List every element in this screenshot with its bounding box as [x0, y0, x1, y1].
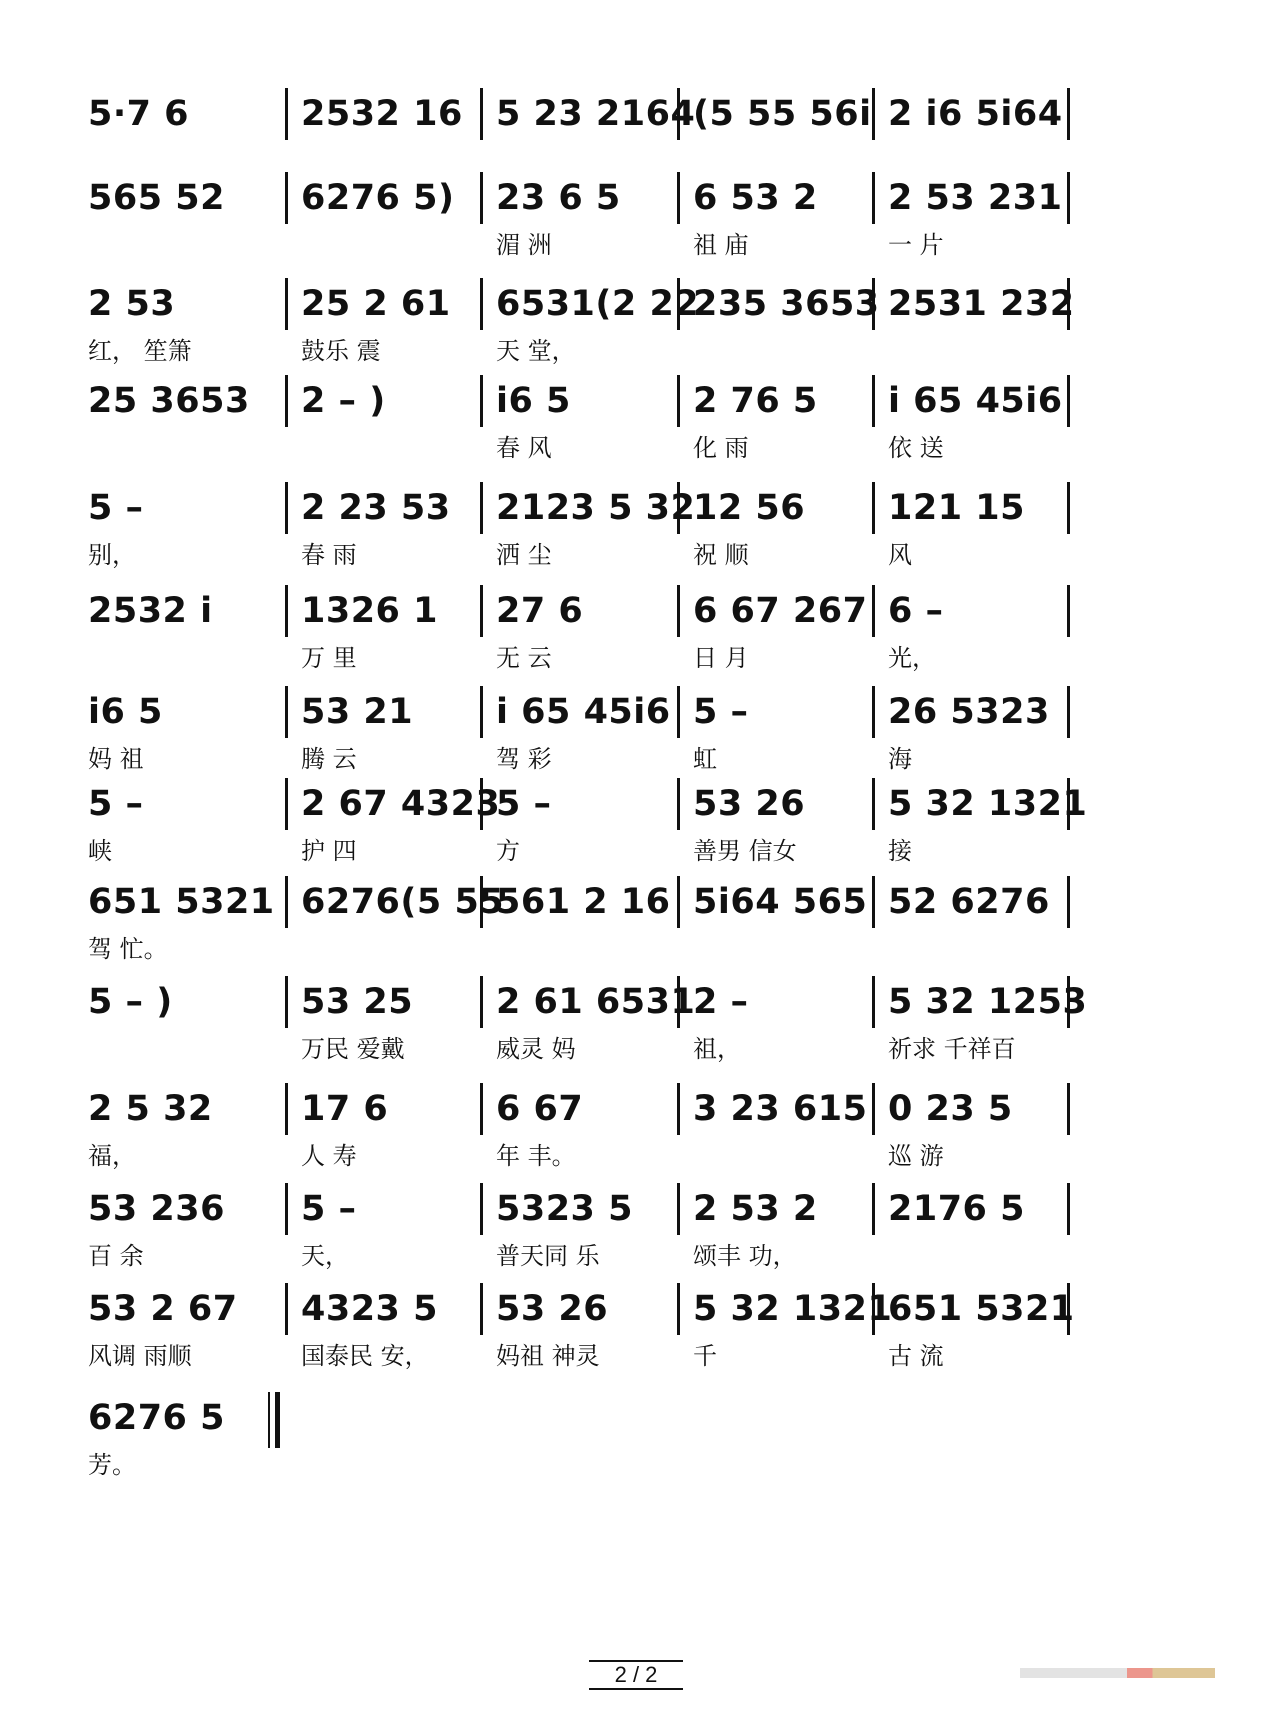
score-system: [0, 172, 1272, 268]
barline: [285, 1183, 291, 1235]
measure-lyrics: 颂丰 功，: [693, 1242, 797, 1270]
measure-lyrics: 峡: [88, 837, 112, 865]
measure-notes: 5 32 1321: [888, 784, 1088, 824]
barline: [480, 482, 486, 534]
barline: [677, 1083, 683, 1135]
measure-lyrics: 芳。: [88, 1451, 136, 1479]
measure-notes: 53 21: [301, 692, 414, 732]
measure-lyrics: 护 四: [301, 837, 357, 865]
measure-lyrics: 福，: [88, 1142, 136, 1170]
barline: [480, 1183, 486, 1235]
measure-lyrics: 虹: [693, 745, 717, 773]
barline: [285, 88, 291, 140]
barline: [480, 375, 486, 427]
measure-notes: 2 53 2: [693, 1189, 818, 1229]
measure-notes: 2 53 231: [888, 178, 1063, 218]
measure-notes: 53 26: [693, 784, 806, 824]
barline: [872, 1083, 878, 1135]
measure-notes: 2 53: [88, 284, 176, 324]
measure-notes: 651 5321: [88, 882, 275, 922]
barline: [1067, 172, 1073, 224]
measure-notes: 5 –: [301, 1189, 357, 1229]
barline: [285, 876, 291, 928]
measure-notes: 5·7 6: [88, 94, 190, 134]
barline: [677, 172, 683, 224]
barline: [480, 88, 486, 140]
barline: [480, 1283, 486, 1335]
measure-notes: 2 76 5: [693, 381, 818, 421]
measure-lyrics: 巡 游: [888, 1142, 944, 1170]
barline: [1067, 1083, 1073, 1135]
measure-notes: i6 5: [88, 692, 163, 732]
measure-notes: 5323 5: [496, 1189, 633, 1229]
measure-notes: 2 61 6531: [496, 982, 696, 1022]
barline: [480, 686, 486, 738]
measure-lyrics: 无 云: [496, 644, 552, 672]
barline: [285, 375, 291, 427]
barline: [872, 1283, 878, 1335]
barline: [872, 172, 878, 224]
barline: [285, 1083, 291, 1135]
measure-lyrics: 一 片: [888, 231, 944, 259]
measure-notes: i6 5: [496, 381, 571, 421]
measure-lyrics: 千: [693, 1342, 717, 1370]
measure-notes: 4323 5: [301, 1289, 438, 1329]
measure-lyrics: 人 寿: [301, 1142, 357, 1170]
measure-notes: 5 –: [496, 784, 552, 824]
measure-notes: 1326 1: [301, 591, 438, 631]
measure-lyrics: 依 送: [888, 434, 944, 462]
barline: [872, 585, 878, 637]
barline: [1067, 686, 1073, 738]
measure-lyrics: 接: [888, 837, 912, 865]
measure-notes: 17 6: [301, 1089, 389, 1129]
barline: [285, 976, 291, 1028]
measure-lyrics: 万民 爱戴: [301, 1035, 405, 1063]
barline: [1067, 876, 1073, 928]
measure-notes: 6 53 2: [693, 178, 818, 218]
measure-lyrics: 祝 顺: [693, 541, 749, 569]
score-system: [0, 278, 1272, 374]
measure-notes: 2 5 32: [88, 1089, 213, 1129]
barline: [285, 1283, 291, 1335]
measure-notes: 53 26: [496, 1289, 609, 1329]
barline: [480, 778, 486, 830]
measure-notes: 651 5321: [888, 1289, 1075, 1329]
measure-notes: 2 23 53: [301, 488, 451, 528]
measure-notes: 25 2 61: [301, 284, 451, 324]
barline: [480, 585, 486, 637]
barline: [1067, 482, 1073, 534]
score-system: [0, 88, 1272, 184]
measure-notes: 26 5323: [888, 692, 1050, 732]
measure-notes: i 65 45i6: [888, 381, 1063, 421]
measure-lyrics: 风: [888, 541, 912, 569]
measure-notes: 53 25: [301, 982, 414, 1022]
measure-notes: 121 15: [888, 488, 1025, 528]
barline: [1067, 1283, 1073, 1335]
measure-lyrics: 年 丰。: [496, 1142, 576, 1170]
measure-lyrics: 春 雨: [301, 541, 357, 569]
barline: [872, 482, 878, 534]
barline: [480, 976, 486, 1028]
measure-lyrics: 驾 忙。: [88, 935, 168, 963]
measure-notes: 2532 i: [88, 591, 213, 631]
barline: [1067, 375, 1073, 427]
barline: [872, 88, 878, 140]
measure-notes: 561 2 16: [496, 882, 671, 922]
measure-notes: 23 6 5: [496, 178, 621, 218]
measure-notes: 5 32 1321: [693, 1289, 893, 1329]
measure-notes: 6 67 267: [693, 591, 868, 631]
barline: [677, 876, 683, 928]
measure-lyrics: 红， 笙箫: [88, 337, 192, 365]
barline: [1067, 585, 1073, 637]
measure-lyrics: 驾 彩: [496, 745, 552, 773]
measure-notes: 2 –: [693, 982, 749, 1022]
barline: [285, 686, 291, 738]
barline: [677, 585, 683, 637]
barline: [285, 172, 291, 224]
barline: [677, 278, 683, 330]
barline: [872, 278, 878, 330]
barline: [480, 278, 486, 330]
barline: [285, 585, 291, 637]
measure-notes: 2 67 4323: [301, 784, 501, 824]
barline: [1067, 88, 1073, 140]
score-system: [0, 375, 1272, 471]
measure-lyrics: 风调 雨顺: [88, 1342, 192, 1370]
final-barline: [268, 1392, 280, 1448]
measure-notes: 53 236: [88, 1189, 225, 1229]
measure-lyrics: 万 里: [301, 644, 357, 672]
measure-lyrics: 腾 云: [301, 745, 357, 773]
barline: [872, 976, 878, 1028]
score-system: [0, 976, 1272, 1072]
measure-notes: 5 –: [693, 692, 749, 732]
measure-lyrics: 方: [496, 837, 520, 865]
barline: [285, 778, 291, 830]
barline: [677, 375, 683, 427]
measure-lyrics: 古 流: [888, 1342, 944, 1370]
barline: [872, 778, 878, 830]
measure-lyrics: 祈求 千祥百: [888, 1035, 1016, 1063]
barline: [1067, 278, 1073, 330]
score-system: [0, 1183, 1272, 1279]
score-system: [0, 686, 1272, 782]
measure-notes: 2 i6 5i64: [888, 94, 1063, 134]
measure-notes: 235 3653: [693, 284, 880, 324]
page-number: 2 / 2: [589, 1660, 684, 1690]
barline: [677, 976, 683, 1028]
measure-lyrics: 妈 祖: [88, 745, 144, 773]
measure-lyrics: 光，: [888, 644, 936, 672]
measure-notes: 2123 5 32: [496, 488, 696, 528]
barline: [872, 686, 878, 738]
measure-lyrics: 日 月: [693, 644, 749, 672]
measure-lyrics: 善男 信女: [693, 837, 797, 865]
measure-lyrics: 妈祖 神灵: [496, 1342, 600, 1370]
barline: [1067, 976, 1073, 1028]
measure-notes: 6276(5 55: [301, 882, 505, 922]
measure-lyrics: 洒 尘: [496, 541, 552, 569]
barline: [480, 876, 486, 928]
score-system: [0, 482, 1272, 578]
measure-notes: 5i64 565: [693, 882, 868, 922]
measure-notes: 6531(2 22: [496, 284, 700, 324]
measure-notes: 5 23 2164: [496, 94, 696, 134]
measure-notes: 5 –: [88, 784, 144, 824]
measure-lyrics: 祖 庙: [693, 231, 749, 259]
measure-lyrics: 祖，: [693, 1035, 741, 1063]
barline: [677, 778, 683, 830]
measure-lyrics: 化 雨: [693, 434, 749, 462]
score-system: [0, 585, 1272, 681]
measure-lyrics: 别，: [88, 541, 136, 569]
measure-lyrics: 普天同 乐: [496, 1242, 600, 1270]
measure-lyrics: 天 堂，: [496, 337, 576, 365]
score-system: [0, 1392, 1272, 1488]
measure-notes: 6276 5): [301, 178, 455, 218]
measure-notes: 2176 5: [888, 1189, 1025, 1229]
measure-notes: 25 3653: [88, 381, 250, 421]
measure-notes: 53 2 67: [88, 1289, 238, 1329]
measure-notes: 2531 232: [888, 284, 1075, 324]
barline: [872, 375, 878, 427]
measure-lyrics: 春 风: [496, 434, 552, 462]
measure-notes: (5 55 56i: [693, 94, 872, 134]
measure-notes: 3 23 615: [693, 1089, 868, 1129]
measure-notes: 6 –: [888, 591, 944, 631]
barline: [677, 1283, 683, 1335]
measure-lyrics: 国泰民 安，: [301, 1342, 429, 1370]
measure-notes: 27 6: [496, 591, 584, 631]
measure-notes: 6 67: [496, 1089, 584, 1129]
barline: [677, 482, 683, 534]
measure-lyrics: 湄 洲: [496, 231, 552, 259]
barline: [1067, 1183, 1073, 1235]
barline: [480, 172, 486, 224]
measure-lyrics: 天，: [301, 1242, 349, 1270]
measure-notes: 6276 5: [88, 1398, 225, 1438]
barline: [1067, 778, 1073, 830]
score-system: [0, 876, 1272, 972]
score-system: [0, 778, 1272, 874]
measure-lyrics: 鼓乐 震: [301, 337, 381, 365]
measure-notes: 5 –: [88, 488, 144, 528]
measure-notes: 5 32 1253: [888, 982, 1088, 1022]
measure-notes: 52 6276: [888, 882, 1050, 922]
score-system: [0, 1083, 1272, 1179]
barline: [872, 876, 878, 928]
barline: [480, 1083, 486, 1135]
barline: [677, 88, 683, 140]
measure-notes: 2532 16: [301, 94, 463, 134]
measure-notes: i 65 45i6: [496, 692, 671, 732]
measure-notes: 12 56: [693, 488, 806, 528]
measure-notes: 565 52: [88, 178, 225, 218]
score-system: [0, 1283, 1272, 1379]
measure-lyrics: 海: [888, 745, 912, 773]
barline: [285, 278, 291, 330]
measure-notes: 0 23 5: [888, 1089, 1013, 1129]
measure-lyrics: 百 余: [88, 1242, 144, 1270]
barline: [677, 1183, 683, 1235]
measure-notes: 5 – ): [88, 982, 173, 1022]
measure-lyrics: 威灵 妈: [496, 1035, 576, 1063]
barline: [285, 482, 291, 534]
watermark-stamp: [1020, 1668, 1215, 1678]
barline: [677, 686, 683, 738]
measure-notes: 2 – ): [301, 381, 386, 421]
barline: [872, 1183, 878, 1235]
